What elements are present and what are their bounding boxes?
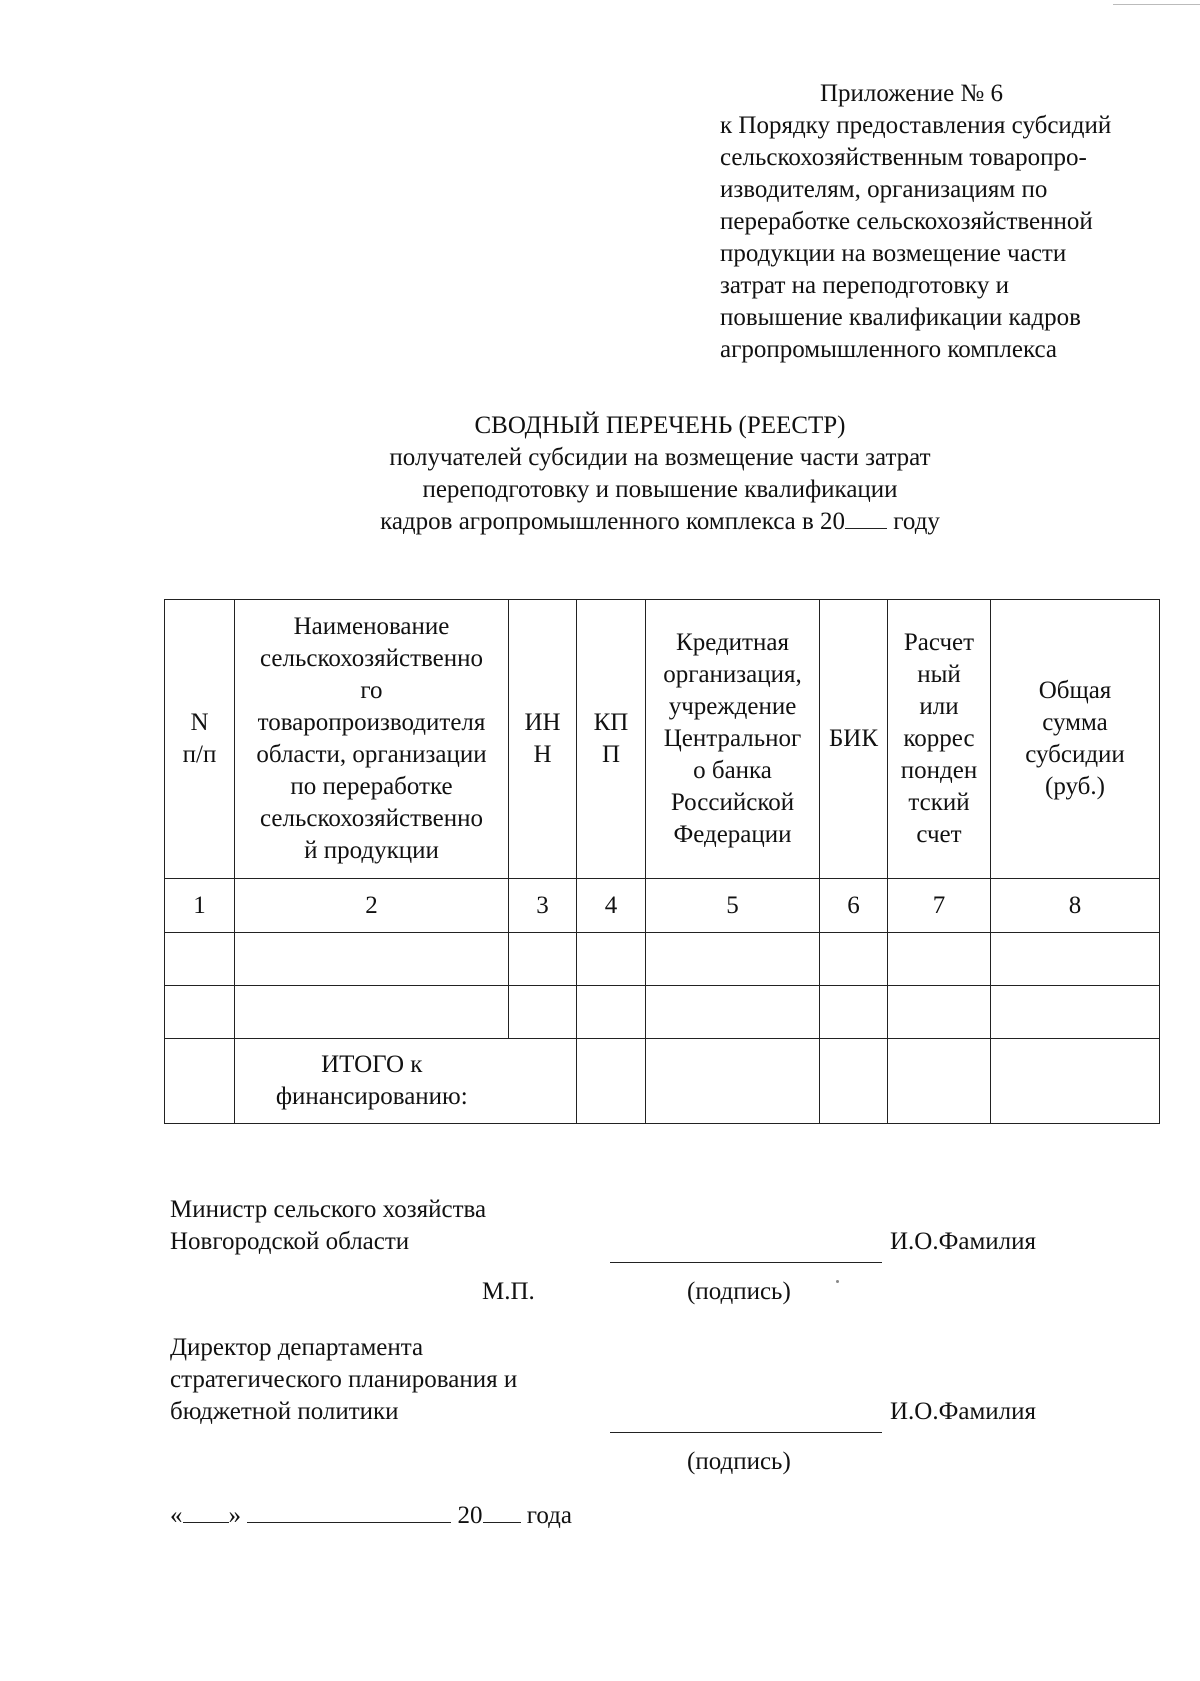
empty-cell [509,933,577,986]
director-title-line: стратегического планирования и [170,1366,518,1393]
empty-cell [165,933,235,986]
total-label-line: финансированию: [275,1083,468,1110]
empty-cell [577,986,646,1039]
total-label [235,1039,509,1124]
header-cell-account [888,600,991,879]
header-cell-total-subsidy [991,600,1160,879]
empty-cell [646,933,820,986]
empty-cell [991,986,1160,1039]
header-cell-line: го [360,677,383,704]
header-cell-credit-organization [646,600,820,879]
minister-title-line: Новгородской области [170,1228,410,1255]
header-cell-line: коррес [903,725,975,752]
header-cell-line: Российской [670,789,795,816]
header-cell-line: П [601,741,621,768]
director-title-line: Директор департамента [170,1334,424,1361]
column-number: 7 [888,879,991,933]
date-open-quote: « [170,1502,183,1529]
director-title-line: бюджетной политики [170,1398,399,1425]
director-title [170,1332,517,1428]
empty-cell [888,1039,991,1124]
signature-caption: (подпись) [687,1448,791,1475]
empty-cell [165,1039,235,1124]
empty-cell [509,1039,577,1124]
title-line: получателей субсидии на возмещение части затрат [389,444,931,471]
empty-cell [820,1039,888,1124]
title-year-prefix: кадров агропромышленного комплекса в 20 [380,508,846,535]
header-cell-line: учреждение [668,693,797,720]
total-row [165,1039,1160,1124]
appendix-line: продукции на возмещение части [720,240,1067,267]
date-close-quote: » [228,1502,241,1529]
empty-cell [888,933,991,986]
header-cell-line: Общая [1038,677,1112,704]
header-cell-producer-name [235,600,509,879]
table-header-row [165,600,1160,879]
appendix-line: к Порядку предоставления субсидий [720,112,1112,139]
header-cell-line: Наименование [293,613,450,640]
empty-cell [235,986,509,1039]
header-cell-line: сельскохозяйственно [259,805,484,832]
empty-cell [646,1039,820,1124]
empty-cell [235,933,509,986]
header-cell-line: субсидии [1025,741,1125,768]
empty-cell [165,986,235,1039]
date-day-blank [183,1500,229,1523]
empty-cell [991,933,1160,986]
header-cell-line: или [919,693,959,720]
title-year-suffix: году [887,508,940,535]
title-main: СВОДНЫЙ ПЕРЕЧЕНЬ (РЕЕСТР) [474,412,846,439]
header-cell-line: п/п [182,741,217,768]
signature-caption: (подпись) [687,1278,791,1305]
registry-table [164,599,1160,1124]
empty-cell [820,986,888,1039]
column-number: 8 [991,879,1160,933]
empty-cell [646,986,820,1039]
date-year-suffix: года [520,1502,572,1529]
header-cell-line: сумма [1042,709,1108,736]
column-number: 2 [235,879,509,933]
header-cell-line: Расчет [903,629,975,656]
date-month-blank [247,1500,451,1523]
director-signature-line [610,1432,882,1433]
document-title [200,410,1120,538]
page-edge-line [1113,4,1200,5]
director-name: И.О.Фамилия [890,1398,1037,1425]
appendix-line: затрат на переподготовку и [720,272,1009,299]
appendix-line: повышение квалификации кадров [720,304,1081,331]
header-cell-line: по переработке [290,773,453,800]
header-cell-line: сельскохозяйственно [259,645,484,672]
minister-title [170,1194,486,1258]
header-cell-line: Н [533,741,552,768]
header-cell-line: й продукции [304,837,439,864]
header-cell-line: Федерации [673,821,792,848]
date-line [170,1500,572,1532]
empty-cell [577,933,646,986]
header-cell-line: о банка [693,757,772,784]
appendix-header [720,78,1190,366]
column-number: 1 [165,879,235,933]
title-line: переподготовку и повышение квалификации [422,476,898,503]
year-blank [845,506,887,529]
column-number: 3 [509,879,577,933]
header-cell-line: Центральног [663,725,802,752]
header-cell-line: организация, [663,661,802,688]
date-year-blank [483,1500,521,1523]
header-cell-line: понден [900,757,978,784]
header-cell-line: КП [593,709,629,736]
appendix-line: переработке сельскохозяйственной [720,208,1093,235]
scan-speck [836,1280,839,1283]
header-cell-line: Кредитная [676,629,789,656]
empty-cell [509,986,577,1039]
header-cell-bik [820,600,888,879]
header-cell-inn [509,600,577,879]
header-cell-line: N [190,709,209,736]
title-line-year [200,506,1120,538]
minister-name: И.О.Фамилия [890,1228,1037,1255]
appendix-line: агропромышленного комплекса [720,336,1058,363]
header-cell-line: тский [908,789,970,816]
minister-title-line: Министр сельского хозяйства [170,1196,487,1223]
column-number: 4 [577,879,646,933]
empty-cell [820,933,888,986]
column-number: 6 [820,879,888,933]
appendix-line: сельскохозяйственным товаропро- [720,144,1087,171]
header-cell-line: БИК [828,725,879,752]
header-cell-line: счет [916,821,962,848]
header-cell-kpp [577,600,646,879]
total-label-line: ИТОГО к [321,1051,423,1078]
table-row [165,933,1160,986]
empty-cell [888,986,991,1039]
header-cell-line: товаропроизводителя [257,709,486,736]
stamp-label: М.П. [482,1278,535,1305]
empty-cell [577,1039,646,1124]
appendix-number: Приложение № 6 [820,80,1004,107]
header-cell-line: ный [917,661,961,688]
table-row [165,986,1160,1039]
appendix-line: изводителям, организациям по [720,176,1048,203]
header-cell-line: ИН [524,709,561,736]
header-cell-number [165,600,235,879]
date-year-prefix: 20 [457,1502,483,1529]
minister-signature-line [610,1262,882,1263]
header-cell-line: (руб.) [1045,773,1105,800]
column-number: 5 [646,879,820,933]
empty-cell [991,1039,1160,1124]
header-cell-line: области, организации [256,741,487,768]
column-number-row [165,879,1160,933]
